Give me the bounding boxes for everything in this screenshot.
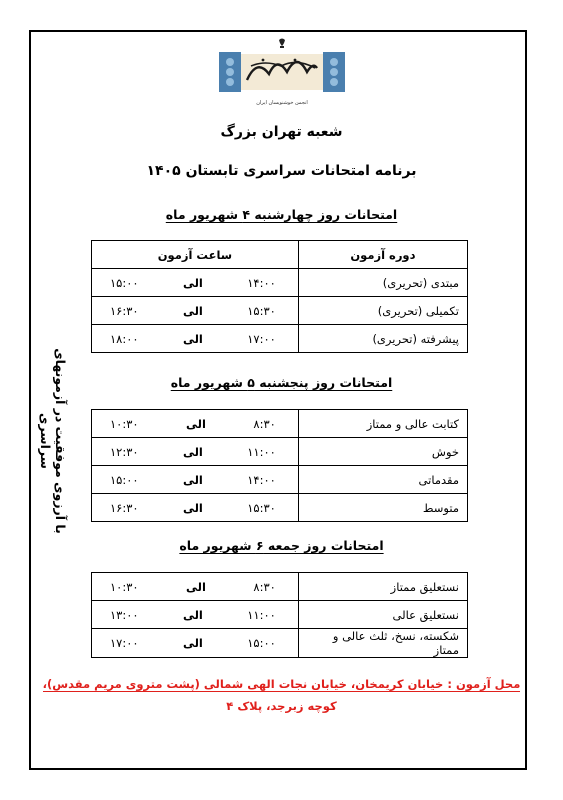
start-time: ۱۱:۰۰ — [247, 607, 276, 622]
time-separator: الی — [182, 472, 203, 487]
course-cell: نستعلیق ممتاز — [298, 573, 467, 601]
table-row — [92, 466, 468, 494]
course-header: دوره آزمون — [298, 241, 467, 269]
course-cell: مبتدی (تحریری) — [298, 269, 467, 297]
time-separator: الی — [182, 331, 203, 346]
course-cell: مقدماتی — [298, 466, 467, 494]
course-cell: خوش — [298, 438, 467, 466]
table-row — [92, 325, 468, 353]
course-cell: نستعلیق عالی — [298, 601, 467, 629]
time-cell — [92, 325, 299, 353]
time-cell — [92, 466, 299, 494]
time-separator: الی — [182, 275, 203, 290]
end-time: ۱۵:۰۰ — [110, 275, 139, 290]
end-time: ۱۲:۳۰ — [110, 444, 139, 459]
page-frame — [29, 30, 527, 770]
end-time: ۱۸:۰۰ — [110, 331, 139, 346]
time-separator: الی — [186, 416, 206, 431]
logo-emblem-icon — [279, 39, 285, 49]
time-separator: الی — [182, 444, 203, 459]
schedule-table-day-3 — [91, 572, 468, 658]
end-time: ۱۰:۳۰ — [110, 579, 139, 594]
start-time: ۱۵:۰۰ — [247, 636, 276, 650]
exam-location — [40, 673, 523, 717]
start-time: ۸:۳۰ — [253, 416, 276, 431]
table-row — [92, 573, 468, 601]
day-title-3: امتحانات روز جمعه ۶ شهریور ماه — [179, 538, 384, 553]
side-greeting: با آرزوی موفقیت در آزمونهای سراسری — [38, 348, 68, 534]
time-header: ساعت آزمون — [92, 241, 299, 269]
time-separator: الی — [186, 579, 206, 594]
end-time: ۱۰:۳۰ — [110, 416, 139, 431]
location-line-2: کوچه زبرجد، پلاک ۴ — [226, 699, 337, 713]
start-time: ۱۴:۰۰ — [247, 472, 276, 487]
time-separator: الی — [182, 303, 203, 318]
start-time: ۱۱:۰۰ — [247, 444, 276, 459]
day-title-2: امتحانات روز پنجشنبه ۵ شهریور ماه — [170, 375, 393, 390]
table-header-row — [92, 241, 468, 269]
start-time: ۱۵:۳۰ — [247, 303, 276, 318]
time-cell — [92, 297, 299, 325]
schedule-table-day-1 — [91, 240, 468, 353]
course-cell: کتابت عالی و ممتاز — [298, 410, 467, 438]
logo-caption: انجمن خوشنویسان ایران — [256, 100, 308, 106]
schedule-table-day-2 — [91, 409, 468, 522]
branch-title: شعبه تهران بزرگ — [220, 124, 343, 140]
time-separator: الی — [182, 636, 203, 650]
time-separator: الی — [182, 607, 203, 622]
start-time: ۱۵:۳۰ — [247, 500, 276, 515]
course-cell: پیشرفته (تحریری) — [298, 325, 467, 353]
table-row — [92, 629, 468, 658]
table-row — [92, 494, 468, 522]
table-row — [92, 601, 468, 629]
time-cell — [92, 410, 299, 438]
course-cell: تکمیلی (تحریری) — [298, 297, 467, 325]
association-logo — [217, 36, 347, 110]
time-cell — [92, 438, 299, 466]
location-line-1: محل آزمون : خیابان کریمخان، خیابان نجات الهی شمالی (پشت مترو‌ی مریم مقدس)، — [42, 677, 521, 691]
time-cell — [92, 494, 299, 522]
day-title-1: امتحانات روز چهارشنبه ۴ شهریور ماه — [165, 207, 398, 222]
time-cell — [92, 601, 299, 629]
table-row — [92, 297, 468, 325]
end-time: ۱۷:۰۰ — [110, 636, 139, 650]
time-cell — [92, 629, 299, 658]
start-time: ۸:۳۰ — [253, 579, 276, 594]
course-cell: شکسته، نسخ، ثلث عالی و ممتاز — [298, 629, 467, 658]
end-time: ۱۶:۳۰ — [110, 500, 139, 515]
time-cell — [92, 573, 299, 601]
page-subtitle: برنامه امتحانات سراسری تابستان ۱۴۰۵ — [146, 163, 417, 179]
end-time: ۱۶:۳۰ — [110, 303, 139, 318]
time-cell — [92, 269, 299, 297]
table-row — [92, 438, 468, 466]
start-time: ۱۴:۰۰ — [247, 275, 276, 290]
time-separator: الی — [182, 500, 203, 515]
end-time: ۱۵:۰۰ — [110, 472, 139, 487]
start-time: ۱۷:۰۰ — [247, 331, 276, 346]
table-row — [92, 410, 468, 438]
course-cell: متوسط — [298, 494, 467, 522]
end-time: ۱۳:۰۰ — [110, 607, 139, 622]
table-row — [92, 269, 468, 297]
